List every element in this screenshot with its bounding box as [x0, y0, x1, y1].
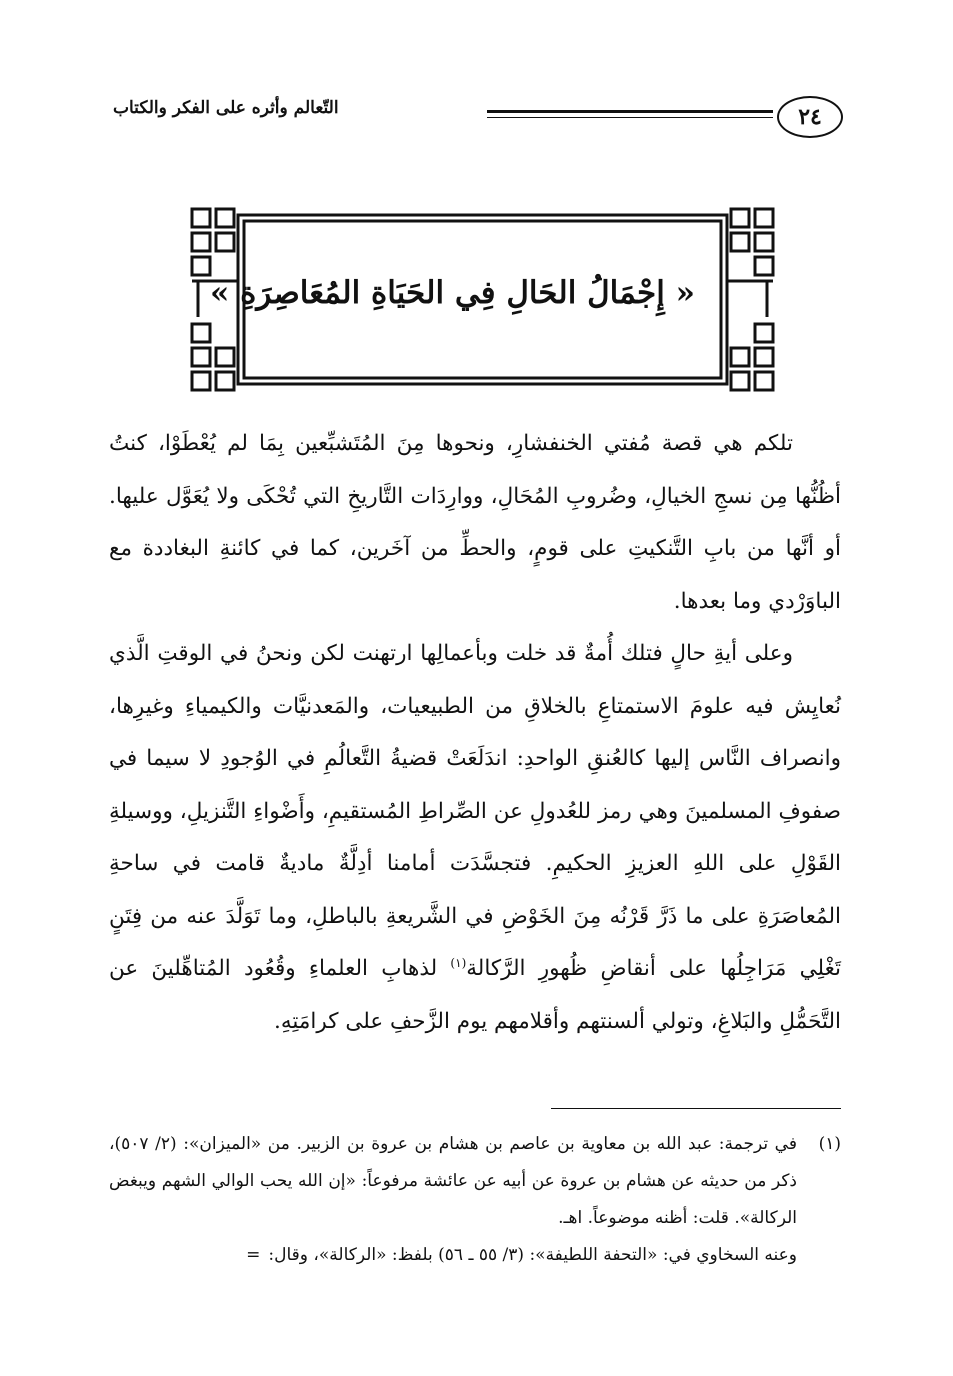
footnotes: [109, 1126, 841, 1274]
footnote: [109, 1126, 841, 1274]
running-title: التّعالم وأثره على الفكر والكتاب: [113, 98, 339, 118]
footnote-line-text: وعنه السخاوي في: «التحفة اللطيفة»: (٣/ ٥٥ ـ ٥٦) بلفظ: «الركالة»، وقال:: [268, 1245, 797, 1265]
paragraph-2-end: لذهابِ العلماءِ وقُعُود المُتاهِّلينَ عن التَّحَمُّلِ والبَلاغِ، وتولي ألسنتهم وأقلامهم يوم الزَّحفِ على كرامَتِهِ.: [109, 956, 841, 1034]
paragraph-1: تلكم هي قصة مُفتي الخنفشارِ، ونحوها مِنَ المُتَشبِّعين بِمَا لم يُعْطَوْا، كنتُ أظُنُّها مِن نسجِ الخيالِ، وضُروبِ المُحَالِ، ووارِدَات التَّاريخِ التي تُحْكَى ولا يُعَوَّل عليها. أو أنَّها من بابِ التَّنكيتِ على قومٍ، والحطِّ من آخَرين، كما في كائنةِ البغاددة مع الباوَرْدي وما بعدها.: [109, 431, 841, 614]
footnote-line: [109, 1237, 797, 1274]
running-header: [113, 96, 843, 142]
header-rule: [487, 110, 773, 116]
footnote-continuation-mark: =: [246, 1245, 261, 1265]
body-text: [109, 418, 841, 1048]
chapter-title: « إِجْمَالُ الحَالِ فِي الحَيَاةِ المُعَاصِرَةِ »: [209, 275, 695, 311]
footnote-number: (١): [818, 1134, 841, 1154]
footnote-reference[interactable]: (١): [450, 955, 467, 970]
page-number: ٢٤: [777, 96, 843, 138]
footnote-separator: [551, 1108, 841, 1109]
paragraph-2-text: وعلى أيةِ حالٍ فتلك أُمةٌ قد خلت وبأعمالِها ارتهنت لكن ونحنُ في الوقتِ الَّذي نُعايِش فيه علومَ الاستمتاعِ بالخلاقِ من الطبيعيات، والمَعدنيَّات والكيمياءِ وغيرِها، وانصراف النَّاس إليها كالعُنقِ الواحدِ: اندَلَعَتْ قضيةُ التَّعالُمِ في الوُجودِ لا سيما في صفوفِ المسلمينَ وهي رمز للعُدولِ عن الصِّراطِ المُستقيمِ، وأَضْواءِ التَّنزيلِ، ووسيلةِ القَوْلِ على اللهِ العزيزِ الحكيمِ. فتجسَّدَت أمامنا أدِلَّةٌ ماديةٌ قامت في ساحةِ المُعاصَرَةِ على ما ذَرَّ قَرْنُه مِنَ الخَوْضِ في الشَّريعةِ بالباطلِ، وما تَوَلَّدَ عنه من فِتَنٍ تَغْلِي مَرَاجِلُها على أنقاضِ ظُهورِ الرَّكالة: [109, 641, 841, 981]
footnote-line: في ترجمة: عبد الله بن معاوية بن عاصم بن هشام بن عروة بن الزبير. من «الميزان»: (٢/ ٥٠٧)، ذكر من حديثه عن هشام بن عروة عن أبيه عن عائشة مرفوعاً: «إن الله يحب الوالي الشهم ويبغض الركالة». قلت: أظنه موضوعاً. اهـ.: [109, 1134, 797, 1228]
footnote-text: [109, 1126, 797, 1274]
chapter-title-frame: [190, 207, 775, 392]
paragraph-2: [109, 628, 841, 1048]
